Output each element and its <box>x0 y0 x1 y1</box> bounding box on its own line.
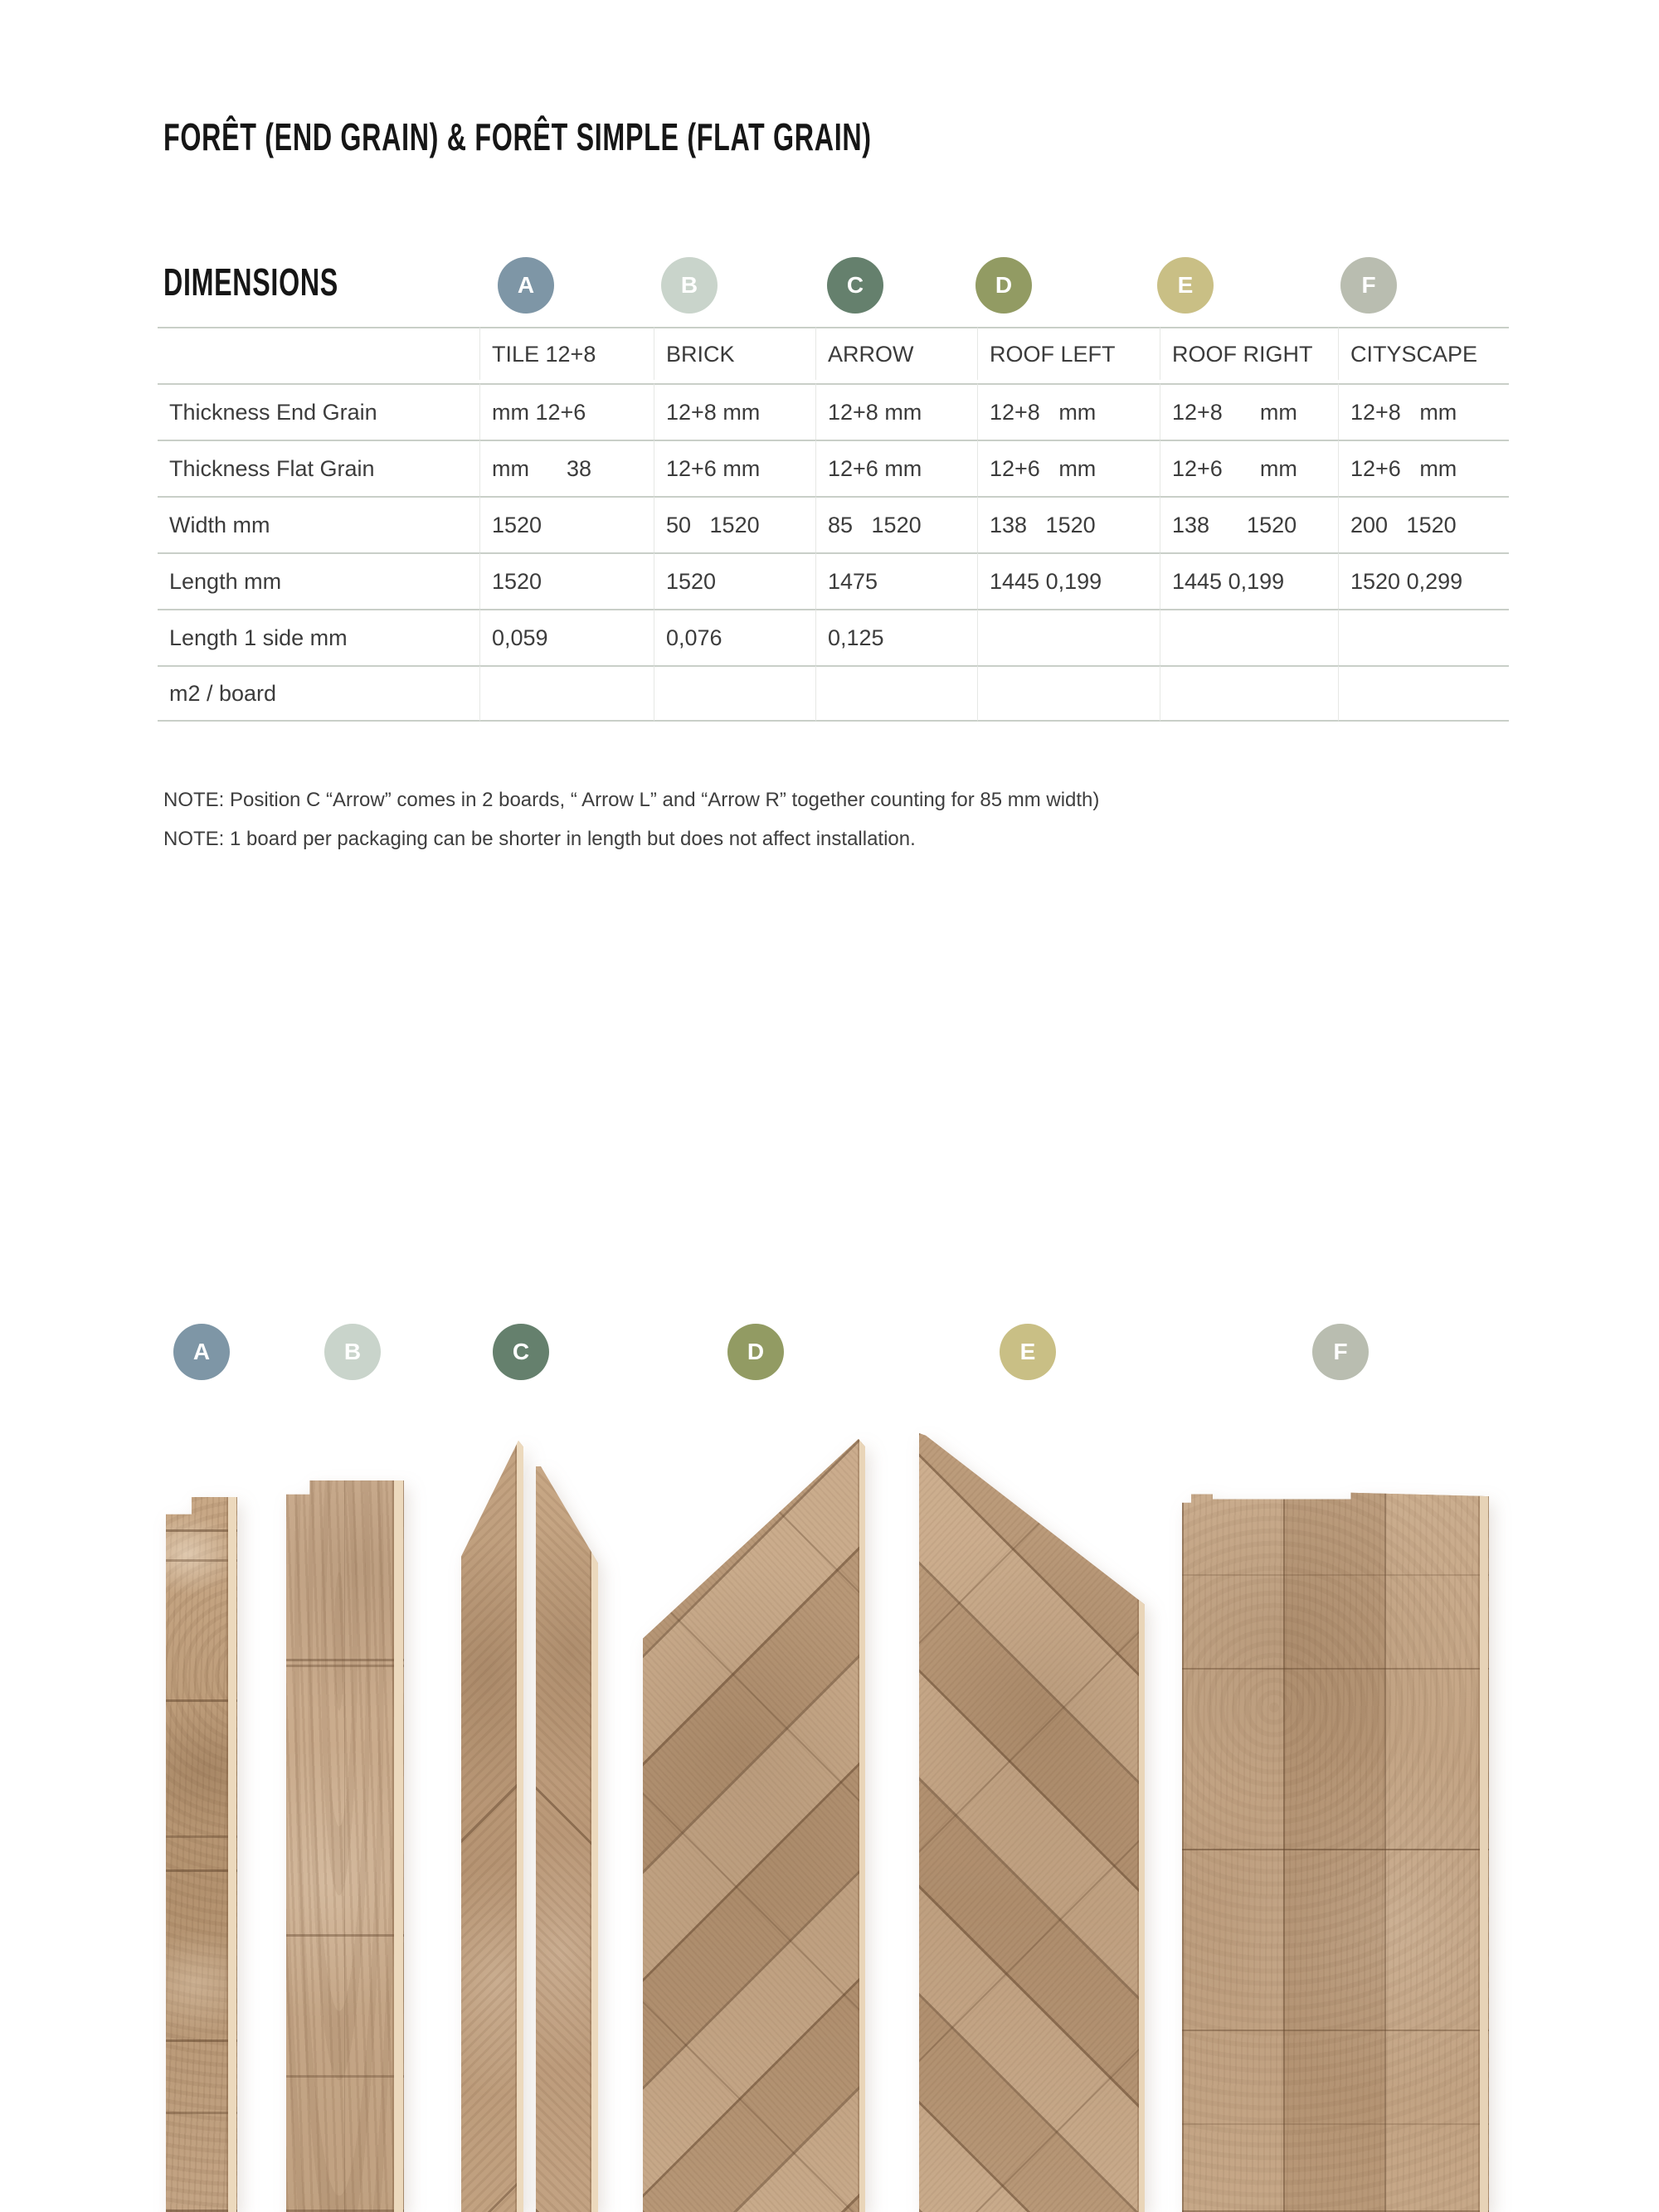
board-e-roof-right-face <box>919 1433 1145 2212</box>
row-label: Width mm <box>158 496 479 552</box>
table-cell: 138 1520 <box>977 496 1160 552</box>
dimension-badge-c <box>827 257 883 314</box>
board-a-tile <box>166 1497 237 2212</box>
page-title-text: FORÊT (END GRAIN) & FORÊT SIMPLE (FLAT GRAIN) <box>163 115 872 158</box>
board-c-arrow-left <box>461 1441 523 2212</box>
badge-letter: F <box>1333 1339 1348 1364</box>
table-cell <box>1160 665 1338 722</box>
table-cell: 12+8 mm <box>1160 383 1338 440</box>
column-header-tile: TILE 12+8 <box>479 327 654 380</box>
board-badge-c <box>493 1324 549 1380</box>
badge-letter: B <box>343 1339 362 1364</box>
badge-letter: D <box>995 272 1013 298</box>
board-badge-d <box>727 1324 784 1380</box>
table-cell: 12+8 mm <box>1338 383 1509 440</box>
table-cell: 1475 <box>815 552 977 609</box>
dimension-badge-a <box>498 257 554 314</box>
row-label: m2 / board <box>158 665 479 722</box>
table-cell <box>815 665 977 722</box>
table-cell: 0,076 <box>654 609 815 665</box>
table-cell: 12+6 mm <box>1338 440 1509 496</box>
dimension-badge-e <box>1157 257 1214 314</box>
board-badge-e <box>1000 1324 1056 1380</box>
board-b-brick <box>286 1480 404 2212</box>
table-cell: 138 1520 <box>1160 496 1338 552</box>
board-e-roof-right <box>919 1433 1145 2212</box>
board-f-cityscape-face <box>1182 1491 1489 2212</box>
badge-letter: E <box>1019 1339 1036 1364</box>
badge-letter: F <box>1361 272 1376 298</box>
badge-letter: A <box>517 272 535 298</box>
dimension-badge-d <box>975 257 1032 314</box>
table-cell <box>479 665 654 722</box>
table-cell: 200 1520 <box>1338 496 1509 552</box>
dimension-badge-b <box>661 257 718 314</box>
table-cell: 1520 <box>479 552 654 609</box>
table-cell <box>977 609 1160 665</box>
badge-letter: C <box>512 1339 530 1364</box>
table-cell: 12+6 mm <box>977 440 1160 496</box>
row-label: Length 1 side mm <box>158 609 479 665</box>
table-cell: 12+8 mm <box>815 383 977 440</box>
badge-letter: B <box>680 272 698 298</box>
table-cell: 0,059 <box>479 609 654 665</box>
table-cell: 85 1520 <box>815 496 977 552</box>
table-cell: 1520 <box>654 552 815 609</box>
table-cell: 12+8 mm <box>654 383 815 440</box>
table-cell: 50 1520 <box>654 496 815 552</box>
table-cell: 0,125 <box>815 609 977 665</box>
note-packaging: NOTE: 1 board per packaging can be shorter in length but does not affect installation. <box>163 828 916 850</box>
column-header-roof-left: ROOF LEFT <box>977 327 1160 380</box>
board-c-arrow-left-face <box>461 1441 523 2212</box>
column-header-arrow: ARROW <box>815 327 977 380</box>
board-d-roof-left-face <box>643 1439 865 2212</box>
row-label: Length mm <box>158 552 479 609</box>
board-c-arrow-right-face <box>536 1466 598 2212</box>
table-cell: 12+6 mm <box>815 440 977 496</box>
note-arrow-boards: NOTE: Position C “Arrow” comes in 2 boards, “ Arrow L” and “Arrow R” together counting for 85 mm width) <box>163 789 1100 811</box>
board-c-arrow-right <box>536 1466 598 2212</box>
board-b-brick-face <box>286 1480 404 2212</box>
table-cell <box>1338 665 1509 722</box>
corner-cell <box>158 327 479 380</box>
notes <box>163 790 1099 868</box>
board-f-cityscape <box>1182 1491 1489 2212</box>
dimensions-heading <box>163 260 413 304</box>
dimension-badge-f <box>1340 257 1397 314</box>
board-d-roof-left <box>643 1439 865 2212</box>
dimensions-heading-text: DIMENSIONS <box>163 260 338 304</box>
table-cell: 1445 0,199 <box>977 552 1160 609</box>
table-cell: 12+6 mm <box>654 440 815 496</box>
table-cell <box>654 665 815 722</box>
table-cell: 12+8 mm <box>977 383 1160 440</box>
column-header-cityscape: CITYSCAPE <box>1338 327 1509 380</box>
table-cell: 1520 0,299 <box>1338 552 1509 609</box>
table-cell <box>977 665 1160 722</box>
row-label: Thickness End Grain <box>158 383 479 440</box>
board-badge-a <box>173 1324 230 1380</box>
table-cell: mm 12+6 <box>479 383 654 440</box>
badge-letter: E <box>1177 272 1194 298</box>
board-badge-f <box>1312 1324 1369 1380</box>
badge-letter: C <box>846 272 864 298</box>
table-cell: 1445 0,199 <box>1160 552 1338 609</box>
table-cell: 12+6 mm <box>1160 440 1338 496</box>
column-header-brick: BRICK <box>654 327 815 380</box>
table-cell: mm 38 <box>479 440 654 496</box>
table-cell <box>1160 609 1338 665</box>
badge-letter: A <box>192 1339 211 1364</box>
table-cell <box>1338 609 1509 665</box>
dimensions-table <box>158 327 1509 722</box>
board-a-tile-face <box>166 1497 237 2212</box>
table-cell: 1520 <box>479 496 654 552</box>
badge-letter: D <box>747 1339 765 1364</box>
row-label: Thickness Flat Grain <box>158 440 479 496</box>
board-badge-b <box>324 1324 381 1380</box>
page-title <box>163 114 1175 159</box>
column-header-roof-right: ROOF RIGHT <box>1160 327 1338 380</box>
